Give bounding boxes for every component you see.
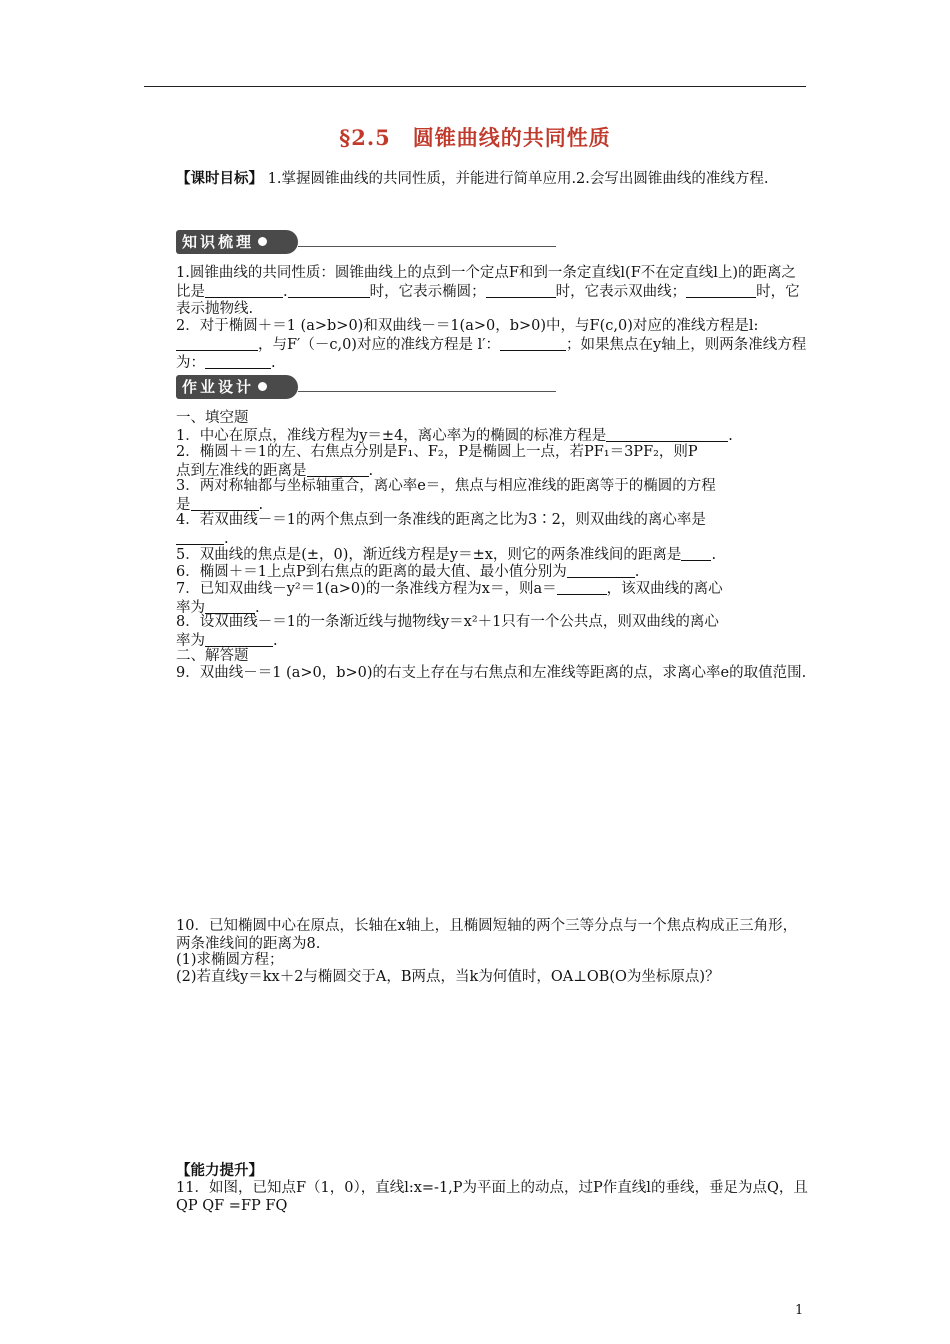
answer-blank <box>205 283 283 298</box>
q7-text-b: ，该双曲线的离心 <box>606 581 723 597</box>
question-10-part-2: (2)若直线y＝kx＋2与椭圆交于A，B两点，当k为何值时，OA⊥OB(O为坐标原点)？ <box>176 969 720 985</box>
section-homework-text: 作业设计 <box>182 378 255 396</box>
section-knowledge-text: 知识梳理 <box>182 233 255 251</box>
answer-blank <box>205 599 255 614</box>
q7-text-c: 率为 <box>176 599 205 616</box>
q4-text: 4．若双曲线－＝1的两个焦点到一条准线的距离之比为3∶2，则双曲线的离心率是 <box>176 512 706 528</box>
answer-blank <box>606 427 728 442</box>
question-10: 10．已知椭圆中心在原点，长轴在x轴上，且椭圆短轴的两个三等分点与一个焦点构成正三角形，两条准线间的距离为8. <box>176 918 798 952</box>
answer-blank <box>486 283 556 298</box>
question-10-part-1: (1)求椭圆方程； <box>176 952 284 968</box>
answer-blank <box>686 283 756 298</box>
goal-text: 1.掌握圆锥曲线的共同性质，并能进行简单应用.2.会写出圆锥曲线的准线方程. <box>263 171 769 187</box>
k2-text-c: ；如果焦点在y轴上，则两条准线方程为： <box>176 336 807 371</box>
answer-blank <box>191 496 259 511</box>
q3-text-a: 3．两对称轴都与坐标轴重合，离心率e＝，焦点与相应准线的距离等于的椭圆的方程 <box>176 478 716 494</box>
page-title: §2.5 圆锥曲线的共同性质 <box>339 125 611 150</box>
question-11: 11．如图，已知点F（1，0），直线l:x=-1,P为平面上的动点，过P作直线l的垂线，垂足为点Q，且QP QF =FP FQ <box>176 1180 808 1214</box>
q7-text-a: 7．已知双曲线－y²＝1(a>0)的一条准线方程为x＝，则a＝ <box>176 581 557 597</box>
answer-blank <box>176 336 258 351</box>
section-homework-rule <box>298 391 556 392</box>
q1-text: 1．中心在原点，准线方程为y＝±4，离心率为的椭圆的标准方程是 <box>176 428 607 444</box>
k2-text-b: ，与F′（－c,0)对应的准线方程是 l′： <box>258 336 501 353</box>
answer-blank <box>500 336 566 351</box>
answer-blank <box>288 283 370 298</box>
k1-text-c: . <box>283 283 288 300</box>
header-rule <box>144 86 806 87</box>
section-knowledge-rule <box>298 246 556 247</box>
question-2: 2．椭圆＋＝1的左、右焦点分别是F₁、F₂，P是椭圆上一点，若PF₁＝3PF₂，则P 点到左准线的距离是 . <box>176 444 698 479</box>
k1-text-b: l(F不在定直线l上)的距离之比是 <box>176 265 797 300</box>
question-8: 8．设双曲线－＝1的一条渐近线与抛物线y＝x²＋1只有一个公共点，则双曲线的离心 率为 . <box>176 614 719 649</box>
goal-label: 【课时目标】 <box>176 170 263 187</box>
question-6: 6．椭圆＋＝1上点P到右焦点的距离的最大值、最小值分别为 . <box>176 564 640 580</box>
k2-text-d: . <box>271 355 276 371</box>
question-1: 1．中心在原点，准线方程为y＝±4，离心率为的椭圆的标准方程是 . <box>176 428 733 444</box>
answer-blank <box>567 563 635 578</box>
answer-heading: 二、解答题 <box>176 648 249 664</box>
answer-blank <box>557 580 607 595</box>
question-3: 3．两对称轴都与坐标轴重合，离心率e＝，焦点与相应准线的距离等于的椭圆的方程 是 . <box>176 478 716 513</box>
q8-text-b: 率为 <box>176 632 205 649</box>
knowledge-item-1 <box>176 265 808 319</box>
question-9: 9．双曲线－＝1 (a>0，b>0)的右支上存在与右焦点和左准线等距离的点，求离心率e的取值范围. <box>176 665 807 681</box>
ability-label: 【能力提升】 <box>176 1162 263 1179</box>
k2-text-a: 2．对于椭圆＋＝1 (a>b>0)和双曲线－＝1(a>0，b>0)中，与F(c,0)对应的准线方程是l: <box>176 318 759 334</box>
lesson-goal <box>176 170 808 189</box>
q3-text-b: 是 <box>176 496 191 513</box>
answer-blank <box>205 632 273 647</box>
k1-text-e: 时，它表示双曲线； <box>555 283 687 300</box>
dot-icon <box>258 237 267 246</box>
q5-text: 5．双曲线的焦点是(±，0)，渐近线方程是y＝±x，则它的两条准线间的距离是 <box>176 547 682 563</box>
k1-text-d: 时，它表示椭圆； <box>369 283 486 300</box>
answer-blank <box>307 462 369 477</box>
q2-text-a: 2．椭圆＋＝1的左、右焦点分别是F₁、F₂，P是椭圆上一点，若PF₁＝3PF₂，则P <box>176 444 698 460</box>
answer-blank <box>681 546 711 561</box>
fill-heading: 一、填空题 <box>176 410 249 426</box>
question-7: 7．已知双曲线－y²＝1(a>0)的一条准线方程为x＝，则a＝ ，该双曲线的离心 率为 . <box>176 581 723 616</box>
knowledge-item-2 <box>176 318 808 373</box>
question-5: 5．双曲线的焦点是(±，0)，渐近线方程是y＝±x，则它的两条准线间的距离是 . <box>176 547 717 563</box>
q8-text-a: 8．设双曲线－＝1的一条渐近线与抛物线y＝x²＋1只有一个公共点，则双曲线的离心 <box>176 614 719 630</box>
answer-blank <box>205 354 271 369</box>
k1-text-f: 时，它表示抛物线. <box>176 283 800 317</box>
q2-text-b: 点到左准线的距离是 <box>176 462 307 479</box>
k1-text-a: 1.圆锥曲线的共同性质：圆锥曲线上的点到一个定点F和到一条定直线 <box>176 265 621 281</box>
question-4: 4．若双曲线－＝1的两个焦点到一条准线的距离之比为3∶2，则双曲线的离心率是 . <box>176 512 706 547</box>
q6-text: 6．椭圆＋＝1上点P到右焦点的距离的最大值、最小值分别为 <box>176 564 567 580</box>
page-number: 1 <box>795 1303 804 1318</box>
dot-icon <box>258 382 267 391</box>
answer-blank <box>176 530 224 545</box>
